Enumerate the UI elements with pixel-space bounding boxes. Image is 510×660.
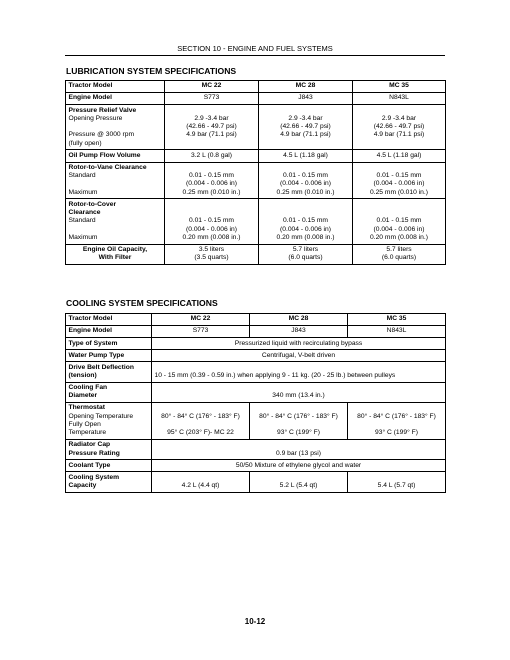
table-row (66, 350, 446, 362)
thermostat-open-value: 80° - 84° C (176° - 183° F) (357, 412, 436, 420)
cover-std-mm: 0.01 - 0.15 mm (283, 217, 328, 225)
prv-bar: 2.9 -3.4 bar (288, 114, 323, 122)
maximum-label: Maximum (68, 188, 98, 196)
engine-label: Engine Model (66, 93, 165, 105)
cover-std-mm: 0.01 - 0.15 mm (189, 217, 234, 225)
cover-std-mm: 0.01 - 0.15 mm (376, 217, 422, 225)
lubrication-table (65, 80, 446, 265)
vane-std-mm: 0.01 - 0.15 mm (376, 172, 422, 180)
table-row (66, 472, 446, 492)
vane-std-mm: 0.01 - 0.15 mm (283, 172, 328, 180)
oil-capacity-cell (353, 244, 446, 264)
thermostat-full-value: 93° C (199° F) (375, 429, 418, 437)
system-type-value: Pressurized liquid with recirculating bypass (152, 338, 446, 350)
table-row (66, 382, 446, 402)
pump-value: 4.5 L (1.18 gal) (259, 150, 353, 162)
model-header: Tractor Model (66, 314, 152, 326)
oil-capacity-label-cell (66, 244, 165, 264)
thermostat-value-cell (152, 403, 250, 440)
oil-capacity-quarts: (3.5 quarts) (194, 254, 229, 262)
thermostat-full-label: Fully Open (68, 421, 101, 429)
pump-value: 3.2 L (0.8 gal) (165, 150, 259, 162)
cover-heading: Rotor-to-Cover (68, 200, 117, 208)
prv-label-cell (66, 105, 165, 150)
table-row (66, 244, 446, 264)
water-pump-value: Centrifugal, V-belt driven (152, 350, 446, 362)
cooling-capacity-value: 5.4 L (5.7 qt) (377, 482, 416, 490)
cover-heading-2: Clearance (68, 209, 101, 217)
lubrication-title: LUBRICATION SYSTEM SPECIFICATIONS (66, 66, 237, 76)
table-row (66, 326, 446, 338)
maximum-label: Maximum (68, 234, 98, 242)
prv-full-label: Pressure @ 3000 rpm (68, 131, 135, 139)
pump-value: 4.5 L (1.18 gal) (353, 150, 446, 162)
fan-label-cell (66, 382, 152, 402)
cover-value-cell (165, 199, 259, 244)
vane-std-in: (0.004 - 0.006 in) (280, 180, 331, 188)
model-header: Tractor Model (66, 81, 165, 93)
water-pump-label: Water Pump Type (66, 350, 152, 362)
prv-psi: (42.66 - 49.7 psi) (186, 123, 237, 131)
table-row (66, 362, 446, 382)
fan-value: 340 mm (13.4 in.) (272, 392, 325, 400)
oil-capacity-liters: 5.7 liters (292, 246, 319, 254)
table-row (66, 105, 446, 150)
prv-psi: (42.66 - 49.7 psi) (280, 123, 331, 131)
thermostat-heading: Thermostat (68, 404, 105, 412)
model-mc28: MC 28 (259, 81, 353, 93)
radiator-cap-value: 0.9 bar (13 psi) (276, 449, 321, 457)
oil-capacity-liters: 3.5 liters (198, 246, 225, 254)
oil-capacity-sublabel: With Filter (98, 254, 132, 262)
engine-value: N843L (348, 326, 446, 338)
belt-sublabel: (tension) (68, 372, 97, 379)
cooling-capacity-cell (348, 472, 446, 492)
fan-sublabel: Diameter (68, 392, 98, 400)
belt-value-cell (152, 362, 446, 382)
vane-max: 0.25 mm (0.010 in.) (276, 188, 335, 196)
cooling-capacity-sublabel: Capacity (68, 482, 97, 490)
model-mc35: MC 35 (348, 314, 446, 326)
prv-opening-label: Opening Pressure (68, 114, 123, 122)
pump-label: Oil Pump Flow Volume (66, 150, 165, 162)
cover-value-cell (259, 199, 353, 244)
thermostat-open-value: 80° - 84° C (176° - 183° F) (161, 412, 240, 420)
table-row (66, 93, 446, 105)
oil-capacity-cell (259, 244, 353, 264)
thermostat-value-cell (348, 403, 446, 440)
cooling-capacity-value: 4.2 L (4.4 qt) (181, 482, 220, 490)
radiator-cap-label: Radiator Cap (68, 441, 111, 449)
table-row (66, 338, 446, 350)
prv-full-value: 4.9 bar (71.1 psi) (373, 131, 425, 139)
oil-capacity-cell (165, 244, 259, 264)
prv-heading: Pressure Relief Valve (68, 106, 137, 114)
thermostat-full-value: 95° C (203° F)- MC 22 (167, 429, 234, 437)
fan-value-cell (152, 382, 446, 402)
cooling-table (65, 313, 446, 493)
vane-heading: Rotor-to-Vane Clearance (68, 163, 147, 171)
table-row (66, 150, 446, 162)
prv-psi: (42.66 - 49.7 psi) (373, 123, 425, 131)
radiator-cap-value-cell (152, 440, 446, 460)
thermostat-temp-label: Temperature (68, 429, 107, 437)
coolant-type-label: Coolant Type (66, 460, 152, 472)
prv-full-value: 4.9 bar (71.1 psi) (280, 131, 331, 139)
radiator-cap-label-cell (66, 440, 152, 460)
model-mc22: MC 22 (152, 314, 250, 326)
fan-label: Cooling Fan (68, 384, 108, 392)
engine-value: J843 (259, 93, 353, 105)
table-row (66, 460, 446, 472)
table-row (66, 440, 446, 460)
oil-capacity-label: Engine Oil Capacity, (82, 246, 148, 254)
cooling-capacity-value: 5.2 L (5.4 qt) (279, 482, 318, 490)
cover-label-cell (66, 199, 165, 244)
thermostat-open-value: 80° - 84° C (176° - 183° F) (259, 412, 338, 420)
engine-value: J843 (250, 326, 348, 338)
thermostat-full-value: 93° C (199° F) (277, 429, 320, 437)
vane-max: 0.25 mm (0.010 in.) (370, 188, 428, 196)
vane-label-cell (66, 162, 165, 199)
cooling-capacity-label: Cooling System (68, 473, 120, 481)
prv-full-note: (fully open) (68, 139, 102, 147)
thermostat-label-cell (66, 403, 152, 440)
vane-std-mm: 0.01 - 0.15 mm (189, 172, 234, 180)
engine-label: Engine Model (66, 326, 152, 338)
engine-value: S773 (165, 93, 259, 105)
thermostat-value-cell (250, 403, 348, 440)
vane-value-cell (165, 162, 259, 199)
prv-bar: 2.9 -3.4 bar (194, 114, 229, 122)
oil-capacity-liters: 5.7 liters (386, 246, 412, 254)
cooling-capacity-cell (152, 472, 250, 492)
table-row (66, 403, 446, 440)
prv-bar: 2.9 -3.4 bar (381, 114, 417, 122)
coolant-type-value: 50/50 Mixture of ethylene glycol and water (152, 460, 446, 472)
table-row (66, 162, 446, 199)
cover-max: 0.20 mm (0.008 in.) (370, 234, 428, 242)
radiator-cap-sublabel: Pressure Rating (68, 449, 120, 457)
header-rule (65, 55, 445, 56)
table-row (66, 314, 446, 326)
vane-std-in: (0.004 - 0.006 in) (186, 180, 237, 188)
cover-std-in: (0.004 - 0.006 in) (280, 225, 331, 233)
engine-value: N843L (353, 93, 446, 105)
cover-std-in: (0.004 - 0.006 in) (373, 225, 425, 233)
vane-max: 0.25 mm (0.010 in.) (182, 188, 241, 196)
cooling-title: COOLING SYSTEM SPECIFICATIONS (66, 298, 218, 308)
cooling-capacity-label-cell (66, 472, 152, 492)
standard-label: Standard (68, 217, 96, 225)
section-header: SECTION 10 - ENGINE AND FUEL SYSTEMS (177, 44, 333, 53)
table-row (66, 199, 446, 244)
belt-label-cell (66, 362, 152, 382)
cover-std-in: (0.004 - 0.006 in) (186, 225, 237, 233)
prv-value-cell (165, 105, 259, 150)
model-mc22: MC 22 (165, 81, 259, 93)
model-mc35: MC 35 (353, 81, 446, 93)
prv-value-cell (353, 105, 446, 150)
prv-value-cell (259, 105, 353, 150)
engine-value: S773 (152, 326, 250, 338)
cover-value-cell (353, 199, 446, 244)
thermostat-open-label: Opening Temperature (68, 412, 134, 420)
prv-full-value: 4.9 bar (71.1 psi) (186, 131, 237, 139)
cover-max: 0.20 mm (0.008 in.) (182, 234, 241, 242)
cooling-capacity-cell (250, 472, 348, 492)
cover-max: 0.20 mm (0.008 in.) (276, 234, 335, 242)
vane-std-in: (0.004 - 0.006 in) (373, 180, 425, 188)
oil-capacity-quarts: (6.0 quarts) (381, 254, 417, 262)
oil-capacity-quarts: (6.0 quarts) (288, 254, 323, 262)
belt-label: Drive Belt Deflection (68, 363, 134, 371)
table-row (66, 81, 446, 93)
vane-value-cell (259, 162, 353, 199)
vane-value-cell (353, 162, 446, 199)
page-number: 10-12 (244, 617, 266, 626)
model-mc28: MC 28 (250, 314, 348, 326)
standard-label: Standard (68, 172, 96, 180)
system-type-label: Type of System (66, 338, 152, 350)
belt-value: 10 - 15 mm (0.39 - 0.59 in.) when applying 9 - 11 kg. (20 - 25 lb.) between pulleys (154, 371, 396, 379)
